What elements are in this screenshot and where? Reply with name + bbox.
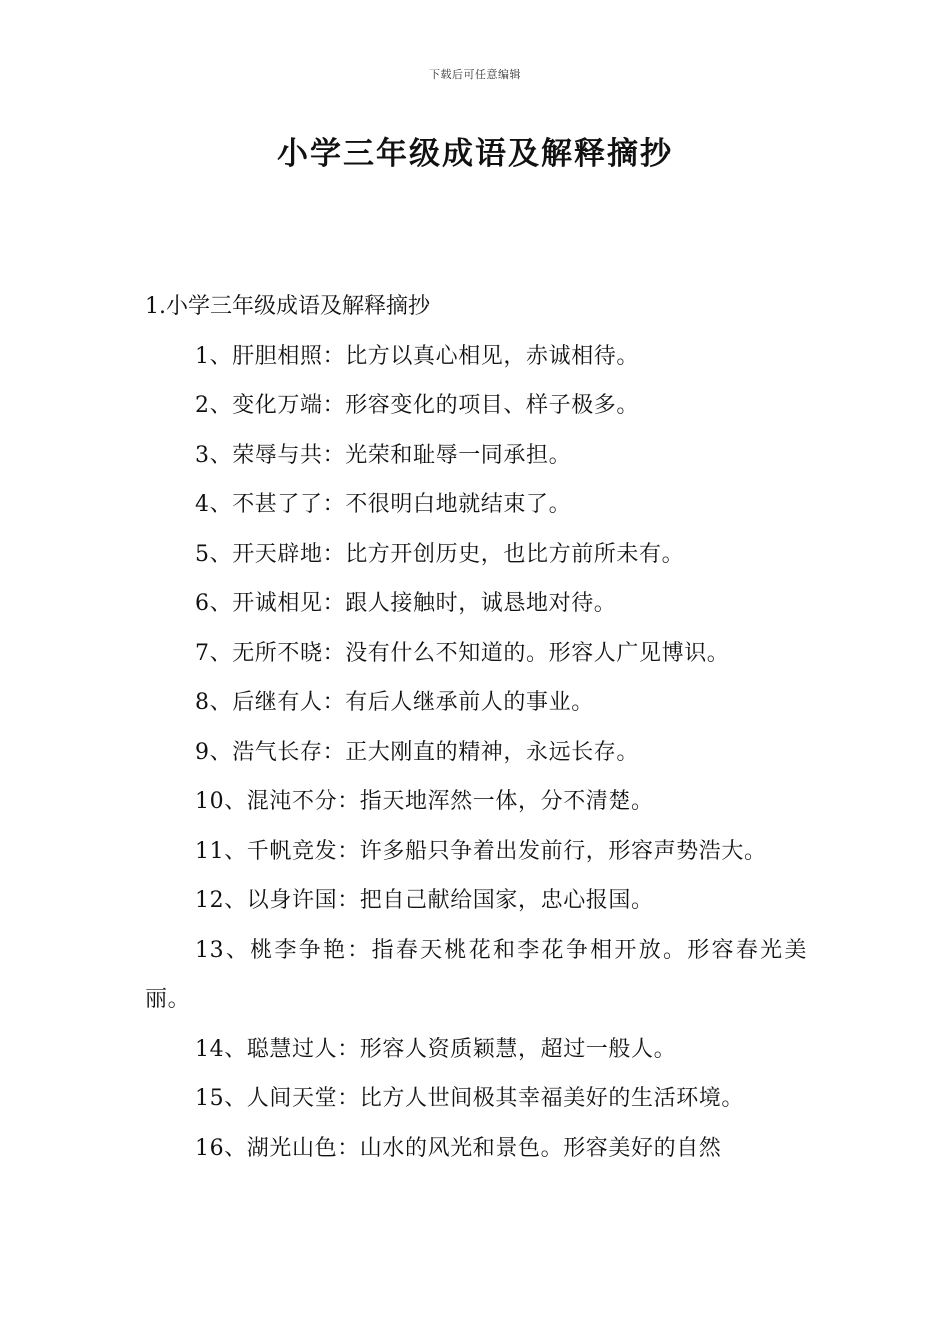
idiom-entry: 10、混沌不分：指天地浑然一体，分不清楚。 [195,789,654,814]
idiom-entry: 14、聪慧过人：形容人资质颖慧，超过一般人。 [195,1036,677,1062]
page-header-note: 下载后可任意编辑 [429,68,521,81]
idiom-entry: 11、千帆竞发：许多船只争着出发前行，形容声势浩大。 [195,838,767,864]
idiom-entry: 9、浩气长存：正大刚直的精神，永远长存。 [195,739,639,765]
idiom-entry: 16、湖光山色：山水的风光和景色。形容美好的自然 [195,1135,722,1161]
idiom-entry: 8、后继有人：有后人继承前人的事业。 [195,690,594,715]
idiom-entry: 4、不甚了了：不很明白地就结束了。 [195,492,572,517]
idiom-entry: 1、肝胆相照：比方以真心相见，赤诚相待。 [195,343,639,369]
idiom-entry: 3、荣辱与共：光荣和耻辱一同承担。 [195,442,572,468]
idiom-entry: 12、以身许国：把自己献给国家，忠心报国。 [195,888,654,913]
document-body [145,282,807,1173]
section-heading: 1.小学三年级成语及解释摘抄 [145,294,430,319]
idiom-entry: 5、开天辟地：比方开创历史，也比方前所未有。 [195,541,685,567]
idiom-entry: 13、桃李争艳：指春天桃花和李花争相开放。形容春光美丽。 [145,937,807,1012]
idiom-entry: 7、无所不晓：没有什么不知道的。形容人广见博识。 [195,640,730,666]
document-title: 小学三年级成语及解释摘抄 [277,136,673,172]
idiom-entry: 15、人间天堂：比方人世间极其幸福美好的生活环境。 [195,1086,744,1111]
idiom-entry: 6、开诚相见：跟人接触时，诚恳地对待。 [195,591,617,616]
idiom-entry: 2、变化万端：形容变化的项目、样子极多。 [195,393,639,418]
